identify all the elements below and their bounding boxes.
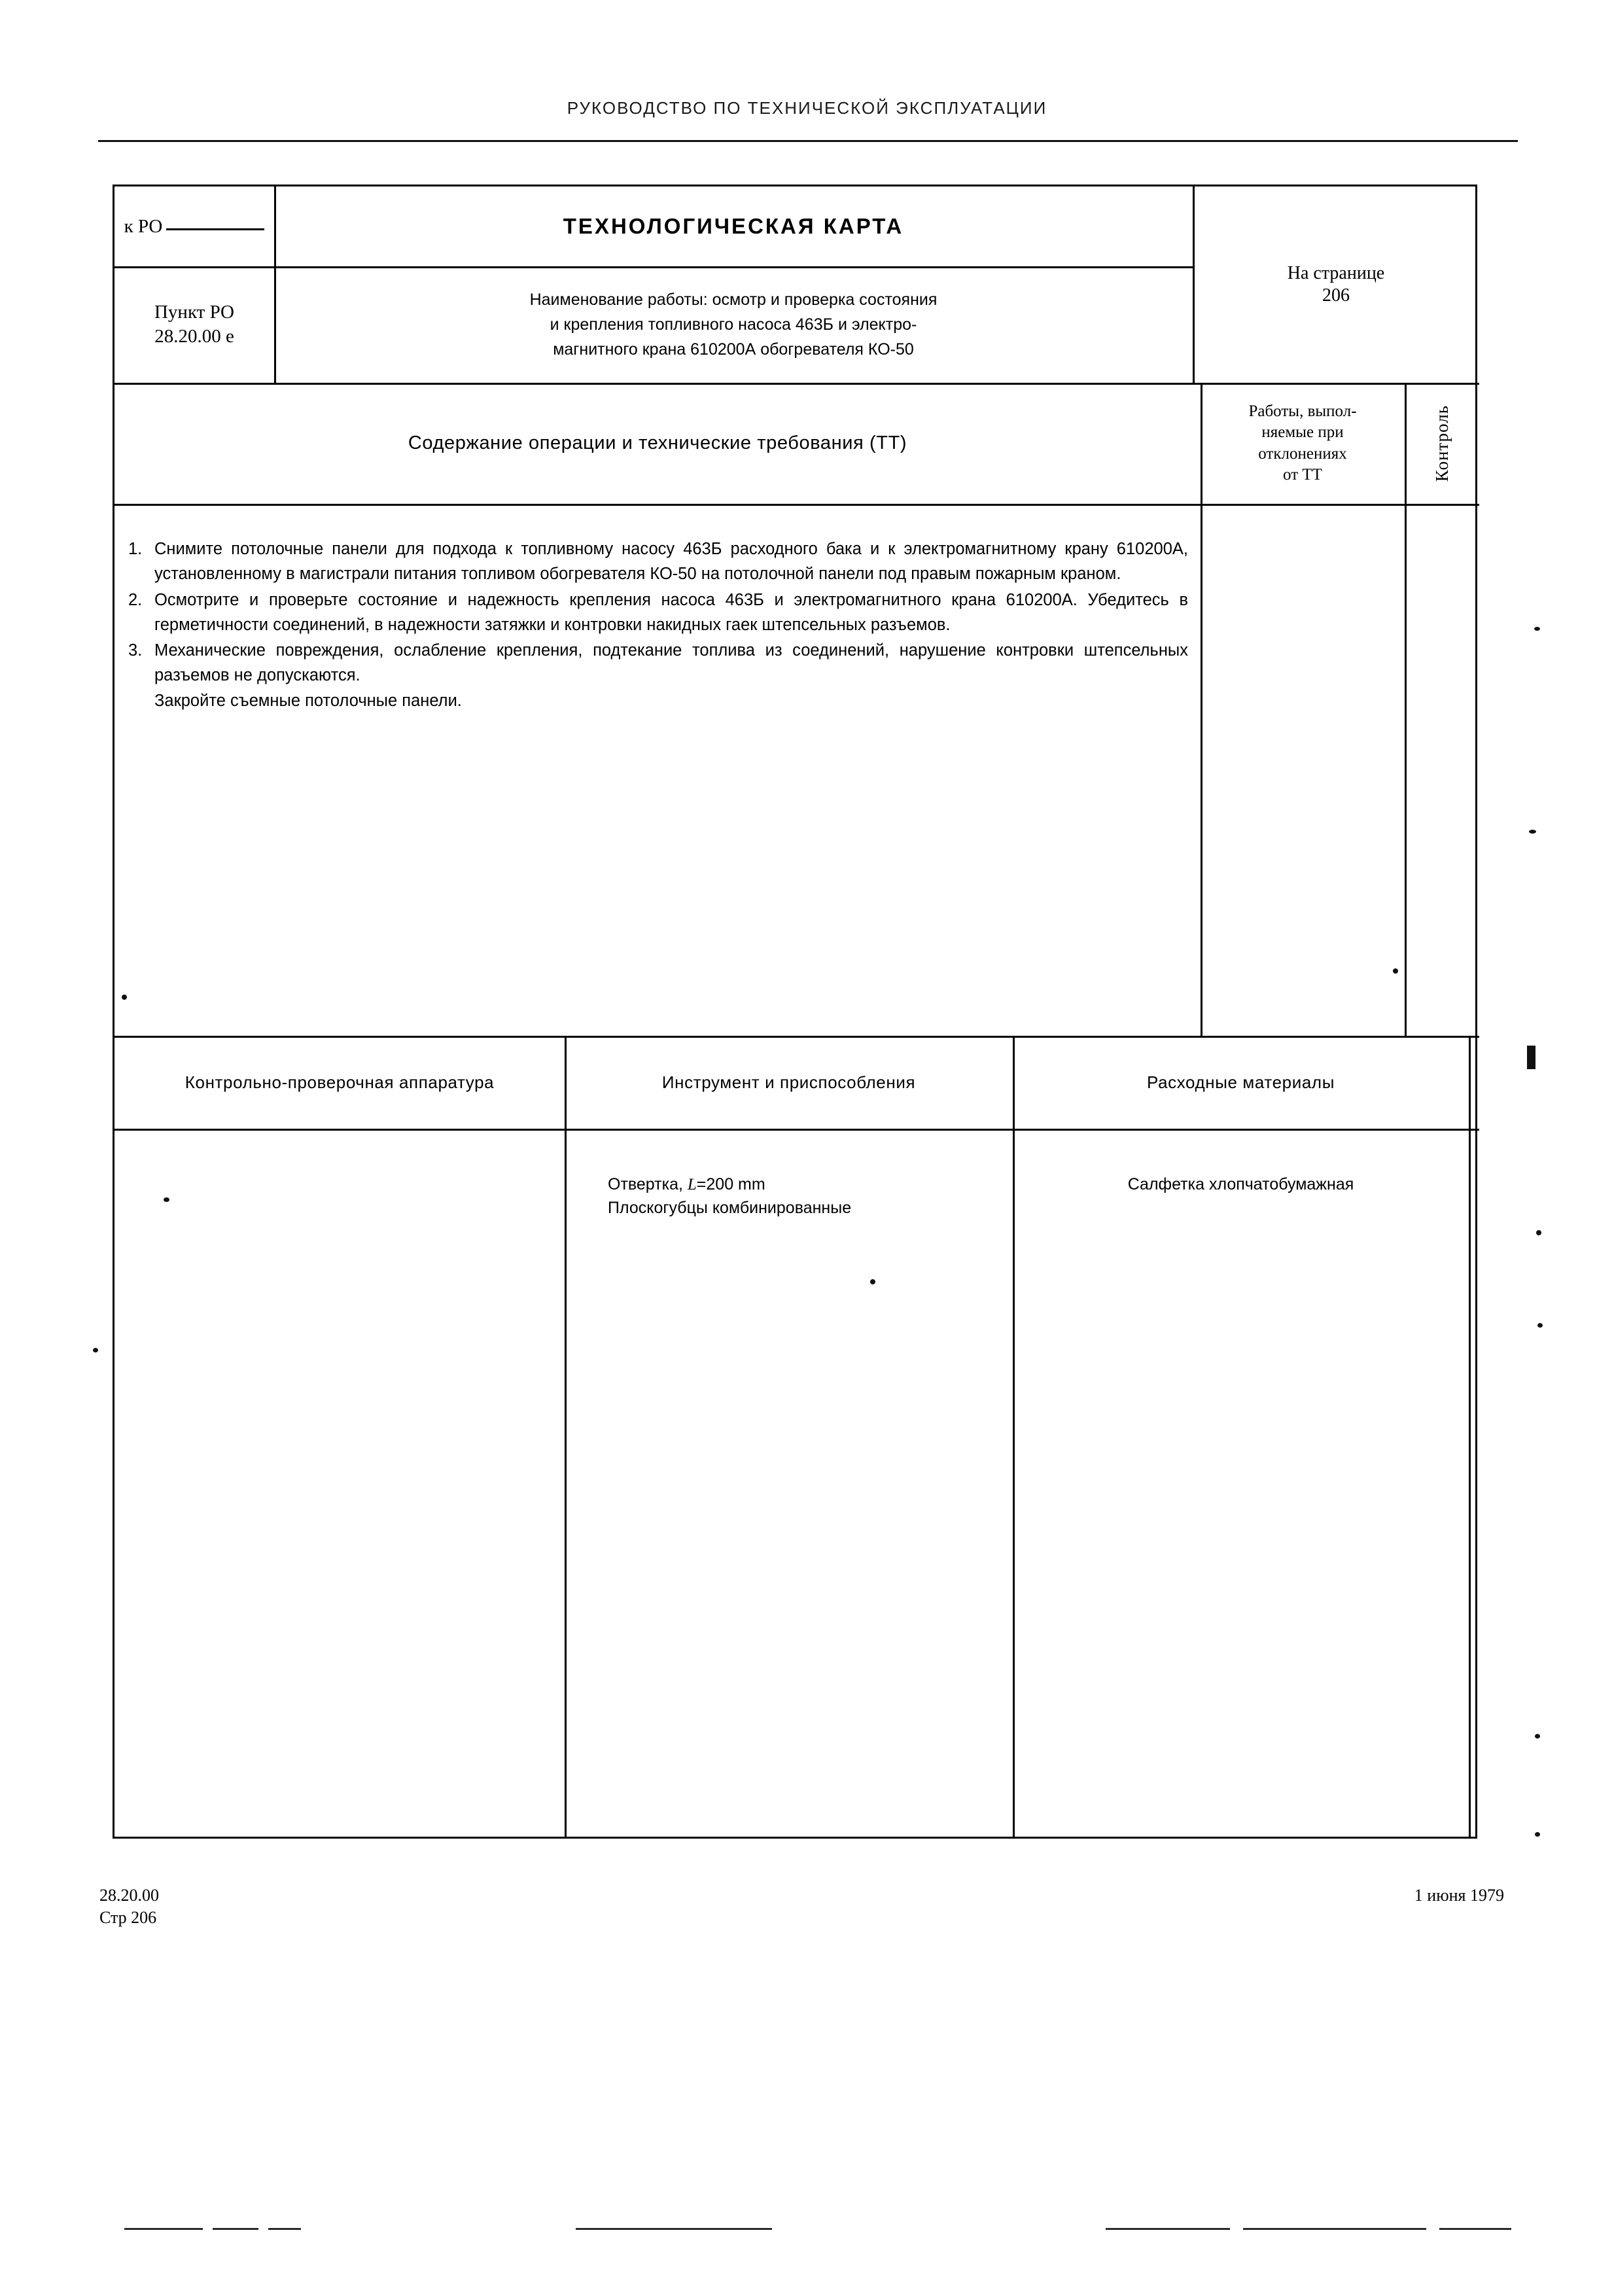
margin-block-mark bbox=[1527, 1046, 1535, 1069]
card-title-cell bbox=[274, 186, 1193, 266]
vline-bottom-3 bbox=[1469, 1036, 1471, 1839]
body-speck-3 bbox=[1393, 968, 1398, 974]
tools-header-cell bbox=[565, 1036, 1013, 1129]
k-ro-blank-rule bbox=[166, 228, 264, 230]
work-name-cell bbox=[274, 266, 1193, 383]
bottom-dash-5 bbox=[1106, 2228, 1230, 2230]
deviations-header-cell bbox=[1201, 383, 1405, 504]
bottom-dash-3 bbox=[268, 2228, 301, 2230]
operation-item-1 bbox=[128, 537, 1188, 587]
operation-text-3: Механические повреждения, ослабление крепления, подтекание топлива из соединений, нарушение контровки штепсельных разъемов не допускаются. bbox=[154, 641, 1188, 685]
tools-line-2: Плоскогубцы комбинированные bbox=[608, 1198, 852, 1217]
operation-number-1: 1. bbox=[128, 540, 143, 558]
deviations-header-line-4: от ТТ bbox=[1283, 466, 1322, 484]
control-header: Контроль bbox=[1431, 404, 1452, 482]
operation-item-2 bbox=[128, 588, 1188, 638]
footer-left bbox=[99, 1884, 159, 1930]
margin-speck-5 bbox=[1535, 1734, 1540, 1739]
margin-speck-2 bbox=[1529, 830, 1536, 834]
deviations-header bbox=[1248, 401, 1356, 486]
operation-text-2: Осмотрите и проверьте состояние и надежность крепления насоса 463Б и электромагнитного крана 610200А. Убедитесь в герметичности соединений, в надежности затяжки и контровки накидных гаек штепсельных разъемов. bbox=[154, 590, 1188, 634]
margin-speck-6 bbox=[1535, 1832, 1540, 1837]
bottom-dash-6 bbox=[1243, 2228, 1426, 2230]
bottom-dash-2 bbox=[213, 2228, 258, 2230]
tools-length-variable: L bbox=[687, 1176, 697, 1193]
on-page-cell bbox=[1193, 186, 1479, 383]
operation-number-3: 3. bbox=[128, 641, 143, 660]
k-ro-field[interactable] bbox=[124, 216, 265, 238]
bottom-dash-7 bbox=[1439, 2228, 1511, 2230]
control-header-cell bbox=[1405, 383, 1479, 504]
kpa-body-cell bbox=[114, 1129, 565, 1839]
deviations-header-line-1: Работы, выпол- bbox=[1248, 402, 1357, 420]
header-rule bbox=[98, 140, 1518, 142]
punkt-value: 28.20.00 е bbox=[154, 326, 234, 347]
on-page-value: 206 bbox=[1322, 285, 1350, 306]
on-page-label: На странице bbox=[1287, 262, 1385, 283]
tools-body-cell bbox=[565, 1129, 1013, 1839]
bottom-dash-4 bbox=[576, 2228, 772, 2230]
kpa-header-cell bbox=[114, 1036, 565, 1129]
body-speck-1 bbox=[164, 1197, 169, 1202]
margin-speck-3 bbox=[1536, 1230, 1541, 1235]
materials-header: Расходные материалы bbox=[1147, 1072, 1335, 1092]
k-ro-label: к РО bbox=[124, 215, 163, 237]
body-speck-4 bbox=[122, 995, 127, 1000]
work-name-line-3: магнитного крана 610200А обогревателя КО-50 bbox=[553, 340, 914, 359]
punkt-label: Пункт РО bbox=[154, 301, 235, 323]
tools-line-1-suffix: =200 mm bbox=[696, 1175, 765, 1193]
operation-text-1: Снимите потолочные панели для подхода к топливному насосу 463Б расходного бака и к электромагнитному крану 610200А, установленному в магистрали питания топливом обогревателя КО-50 на потолочной панели под правым пожарным краном. bbox=[154, 540, 1188, 584]
k-ro-cell bbox=[114, 186, 274, 266]
bottom-scan-rules bbox=[0, 2228, 1614, 2231]
body-speck-2 bbox=[870, 1279, 875, 1284]
footer-date: 1 июня 1979 bbox=[1414, 1886, 1504, 1905]
deviations-header-line-2: няемые при bbox=[1261, 423, 1344, 441]
operation-extra-3: Закройте съемные потолочные панели. bbox=[154, 691, 462, 710]
kpa-header: Контрольно-проверочная аппаратура bbox=[184, 1072, 495, 1092]
work-name-line-1: Наименование работы: осмотр и проверка состояния bbox=[529, 291, 938, 309]
margin-speck-4 bbox=[1537, 1323, 1543, 1328]
tools-line-1 bbox=[608, 1173, 1013, 1197]
margin-speck-1 bbox=[1534, 627, 1540, 631]
materials-body-cell bbox=[1013, 1129, 1469, 1839]
operation-item-3 bbox=[128, 638, 1188, 713]
hline-colheader-bottom bbox=[114, 504, 1479, 506]
bottom-dash-1 bbox=[124, 2228, 203, 2230]
materials-line-1: Салфетка хлопчатобумажная bbox=[1127, 1175, 1354, 1193]
margin-speck-left-1 bbox=[93, 1348, 98, 1352]
punkt-block bbox=[154, 300, 234, 349]
materials-header-cell bbox=[1013, 1036, 1469, 1129]
work-name-line-2: и крепления топливного насоса 463Б и электро- bbox=[550, 315, 917, 334]
operation-number-2: 2. bbox=[128, 590, 143, 609]
technological-card-table bbox=[113, 185, 1477, 1839]
punkt-cell bbox=[114, 266, 274, 383]
tools-header: Инструмент и приспособления bbox=[661, 1072, 916, 1092]
footer-doc-number: 28.20.00 bbox=[99, 1886, 159, 1905]
deviations-header-line-3: отклонениях bbox=[1258, 444, 1347, 463]
operation-header: Содержание операции и технические требования (ТТ) bbox=[408, 433, 907, 453]
operations-list bbox=[128, 537, 1188, 714]
tools-line-1-prefix: Отвертка, bbox=[608, 1175, 688, 1193]
operation-header-cell bbox=[114, 383, 1201, 504]
on-page-block bbox=[1288, 262, 1384, 307]
footer-page-ref: Стр 206 bbox=[99, 1908, 157, 1928]
running-head: РУКОВОДСТВО ПО ТЕХНИЧЕСКОЙ ЭКСПЛУАТАЦИИ bbox=[567, 98, 1047, 118]
card-title: ТЕХНОЛОГИЧЕСКАЯ КАРТА bbox=[563, 214, 904, 238]
work-name-block bbox=[530, 287, 938, 362]
